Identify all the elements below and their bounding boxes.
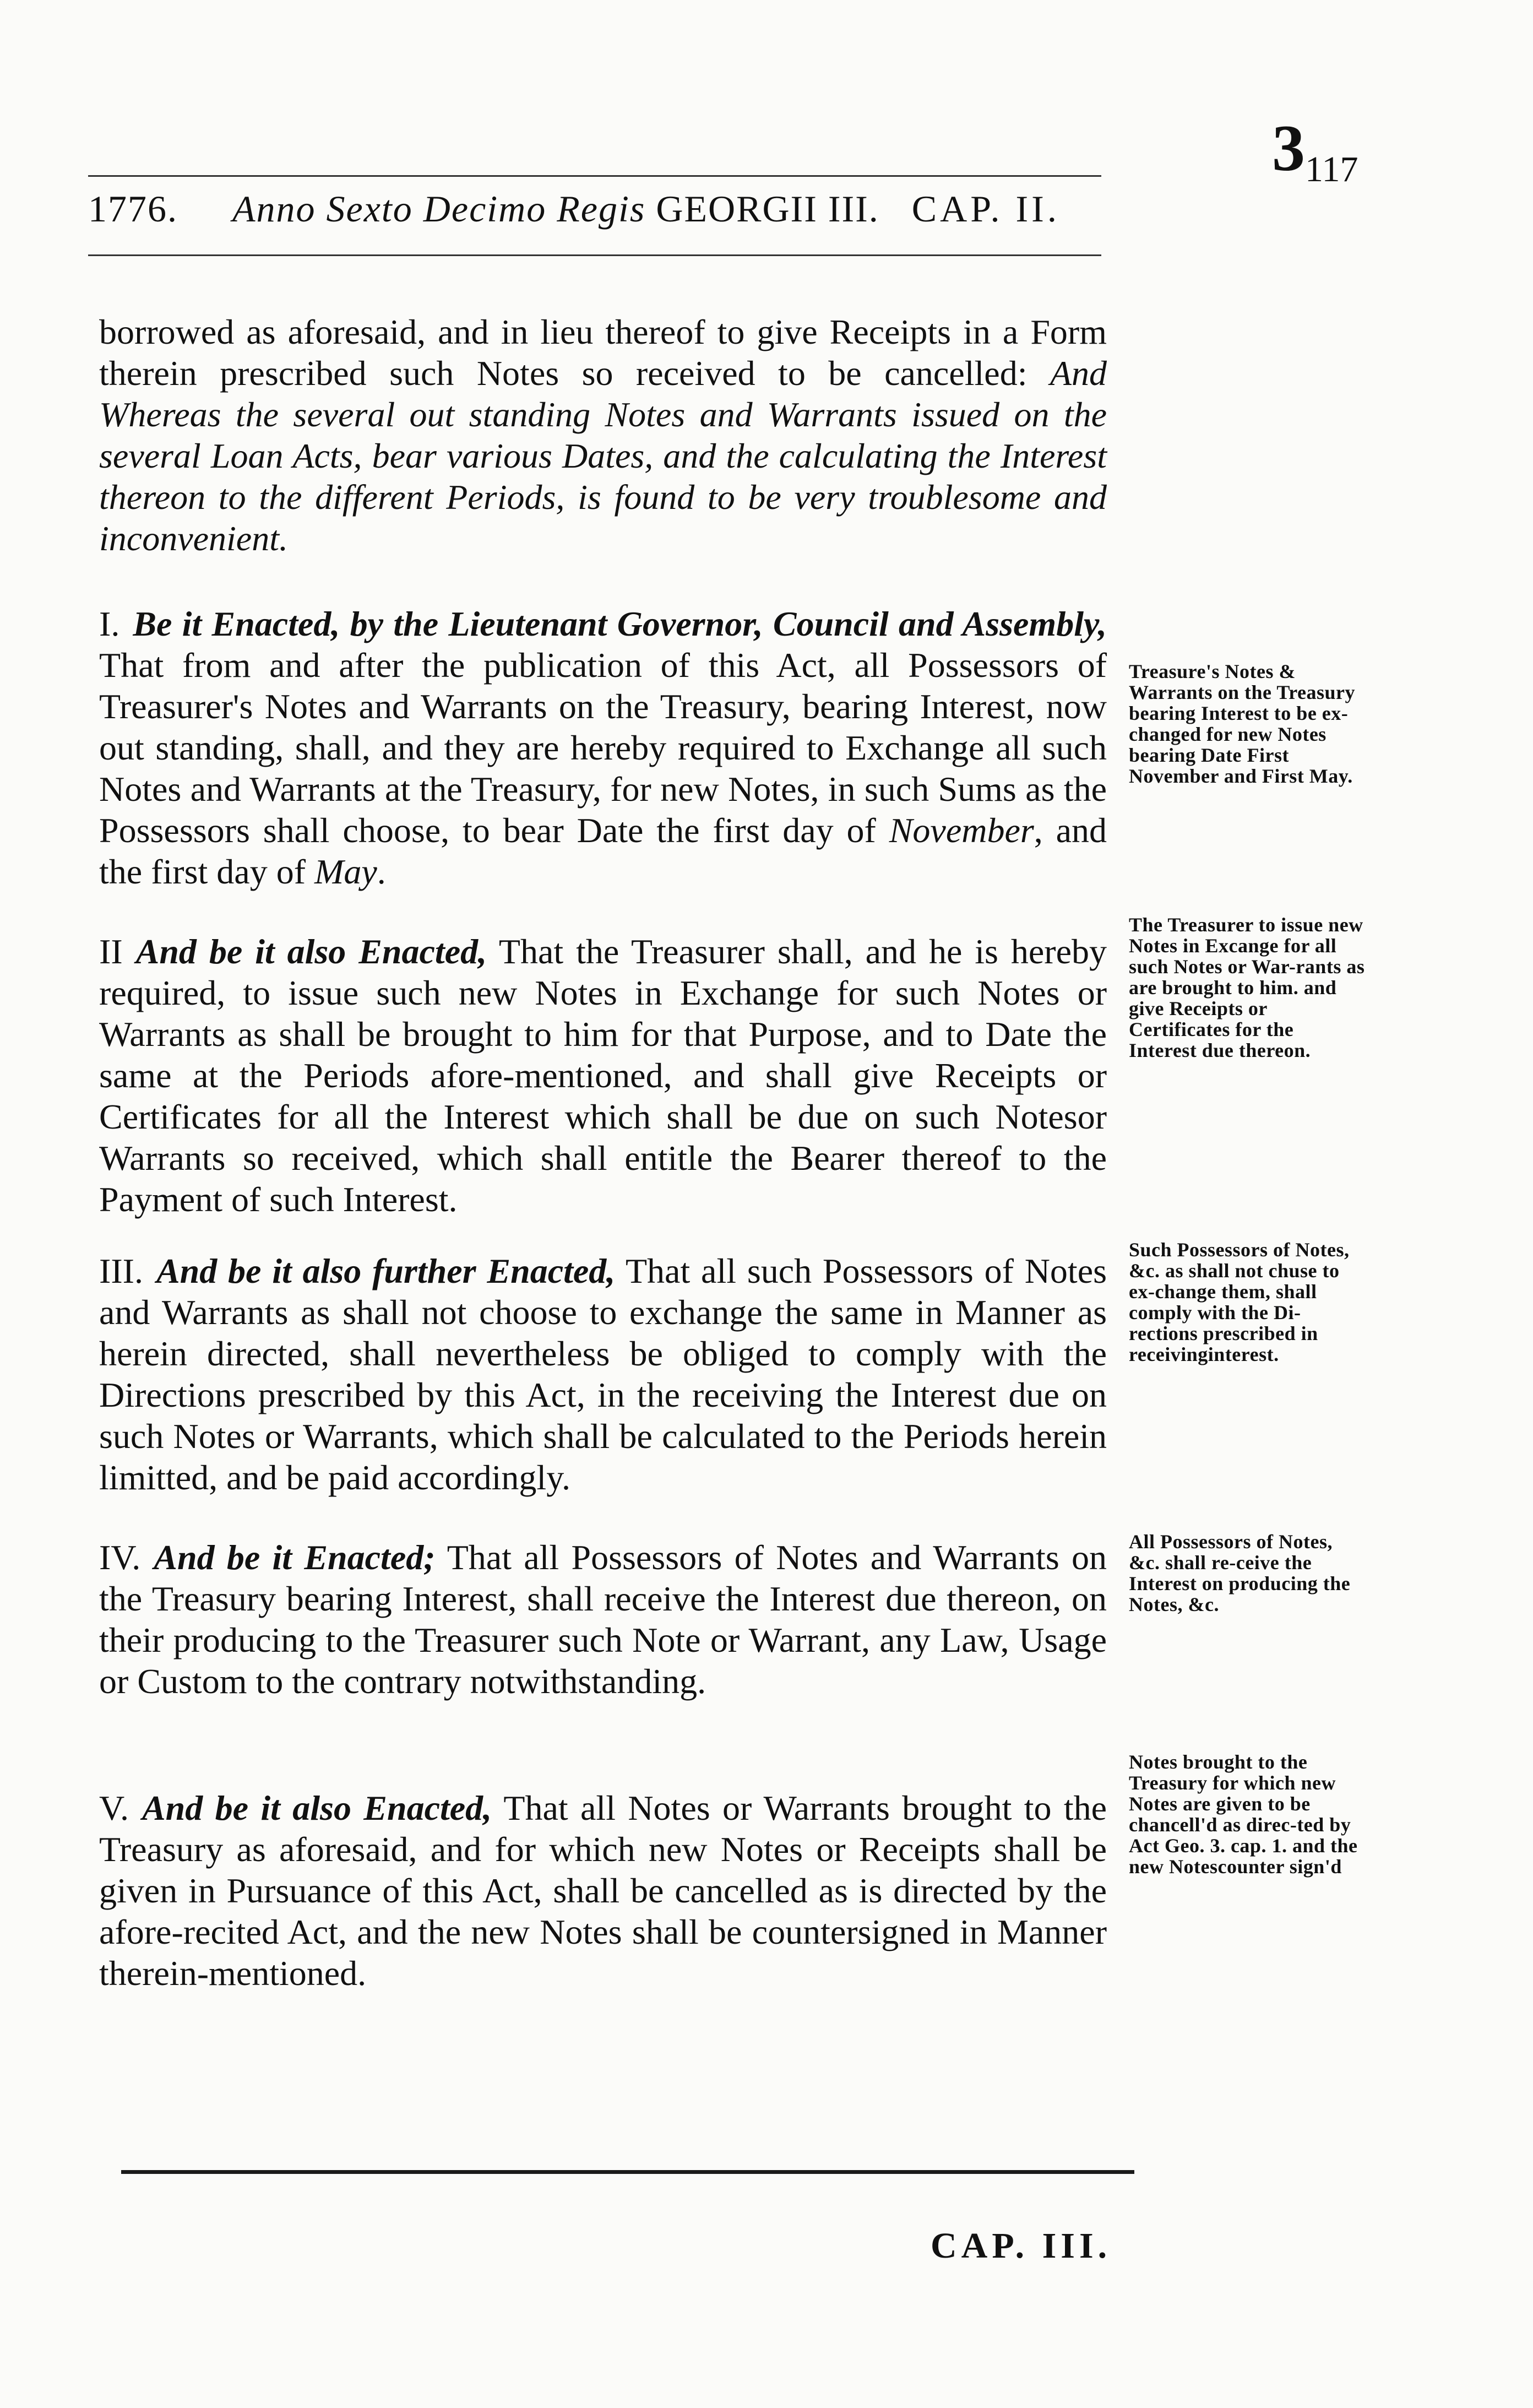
section-1: [99, 603, 1107, 892]
marginal-note: The Treasurer to issue new Notes in Excange for all such Notes or War-rants as are brought to him. and give Receipts or Certificates for the Interest due thereon.: [1129, 914, 1365, 1061]
footer-rule: [121, 2170, 1134, 2174]
header-rule-bottom: [88, 254, 1101, 256]
section-2: [99, 931, 1107, 1220]
section-number: III.: [99, 1251, 143, 1290]
section-text-end: .: [377, 852, 386, 891]
section-5: [99, 1787, 1107, 1994]
marginal-note: Such Possessors of Notes, &c. as shall not chuse to ex-change them, shall comply with the Di-rections prescribed in receivinginterest.: [1129, 1239, 1350, 1365]
header-rule-top: [88, 175, 1101, 177]
marginal-note: Treasure's Notes & Warrants on the Treasury bearing Interest to be ex-changed for new Notes bearing Date First November and First May.: [1129, 660, 1356, 787]
running-head-chapter: CAP. II.: [911, 188, 1060, 230]
section-number: V.: [99, 1788, 129, 1827]
page-number: 117: [1305, 149, 1358, 189]
enacting-clause: And be it also Enacted,: [135, 932, 487, 971]
running-head: [88, 187, 1101, 231]
preamble-whereas: And Whereas the several out standing Notes and Warrants issued on the several Loan Acts, bear various Dates, and the calculating the Interest thereon to the different Periods, is found to be very troublesome and inconvenient.: [99, 354, 1107, 558]
section-text: That all Notes or Warrants brought to the Treasury as aforesaid, and for which new Notes or Receipts shall be given in Pursuance of this Act, shall be cancelled as is directed by the afore-recited Act, and the new Notes shall be countersigned in Manner therein-mentioned.: [99, 1788, 1107, 1993]
section-3: [99, 1250, 1107, 1498]
section-number: II: [99, 932, 123, 971]
enacting-clause: And be it also Enacted,: [142, 1788, 492, 1827]
running-head-year: 1776.: [88, 188, 178, 230]
section-text: That all Possessors of Notes and Warrants on the Treasury bearing Interest, shall receive the Interest due thereon, on their producing to the Treasurer such Note or Warrant, any Law, Usage or Custom to the contrary notwithstanding.: [99, 1538, 1107, 1701]
running-head-title: Anno Sexto Decimo Regis: [232, 188, 646, 230]
section-text: That the Treasurer shall, and he is hereby required, to issue such new Notes in Exchange for such Notes or Warrants as shall be brought to him for that Purpose, and to Date the same at the Periods afore-mentioned, and shall give Receipts or Certificates for all the Interest which shall be due on such Notesor Warrants so received, which shall entitle the Bearer thereof to the Payment of such Interest.: [99, 932, 1107, 1219]
preamble-text: borrowed as aforesaid, and in lieu thereof to give Receipts in a Form therein prescribed such Notes so received to be cancelled:: [99, 312, 1107, 393]
enacting-clause: And be it Enacted;: [154, 1538, 436, 1577]
running-head-king: GEORGII III.: [656, 188, 879, 230]
marginal-note: Notes brought to the Treasury for which new Notes are given to be chancell'd as direc-ted by Act Geo. 3. cap. 1. and the new Notescounter sign'd: [1129, 1751, 1358, 1878]
enacting-clause: Be it Enacted, by the Lieutenant Governor, Council and Assembly,: [133, 604, 1107, 643]
month-may: May: [314, 852, 377, 891]
catchword: CAP. III.: [931, 2226, 1112, 2266]
marginal-note: All Possessors of Notes, &c. shall re-ceive the Interest on producing the Notes, &c.: [1129, 1531, 1351, 1615]
preamble: [99, 311, 1107, 559]
section-text-conj: , and the first day of: [99, 811, 1107, 891]
section-number: I.: [99, 604, 120, 643]
section-text: That from and after the publication of this Act, all Possessors of Treasurer's Notes and Warrants on the Treasury, bearing Interest, now out standing, shall, and they are hereby required to Exchange all such Notes and Warrants at the Treasury, for new Notes, in such Sums as the Possessors shall choose, to bear Date the first day of: [99, 646, 1107, 850]
handwritten-folio-mark: 3: [1272, 111, 1305, 185]
section-number: IV.: [99, 1538, 141, 1577]
enacting-clause: And be it also further Enacted,: [156, 1251, 616, 1290]
section-text: That all such Possessors of Notes and Warrants as shall not choose to exchange the same in Manner as herein directed, shall nevertheless be obliged to comply with the Directions prescribed by this Act, in the receiving the Interest due on such Notes or Warrants, which shall be calculated to the Periods herein limitted, and be paid accordingly.: [99, 1251, 1107, 1497]
section-4: [99, 1537, 1107, 1702]
month-november: November: [889, 811, 1034, 850]
